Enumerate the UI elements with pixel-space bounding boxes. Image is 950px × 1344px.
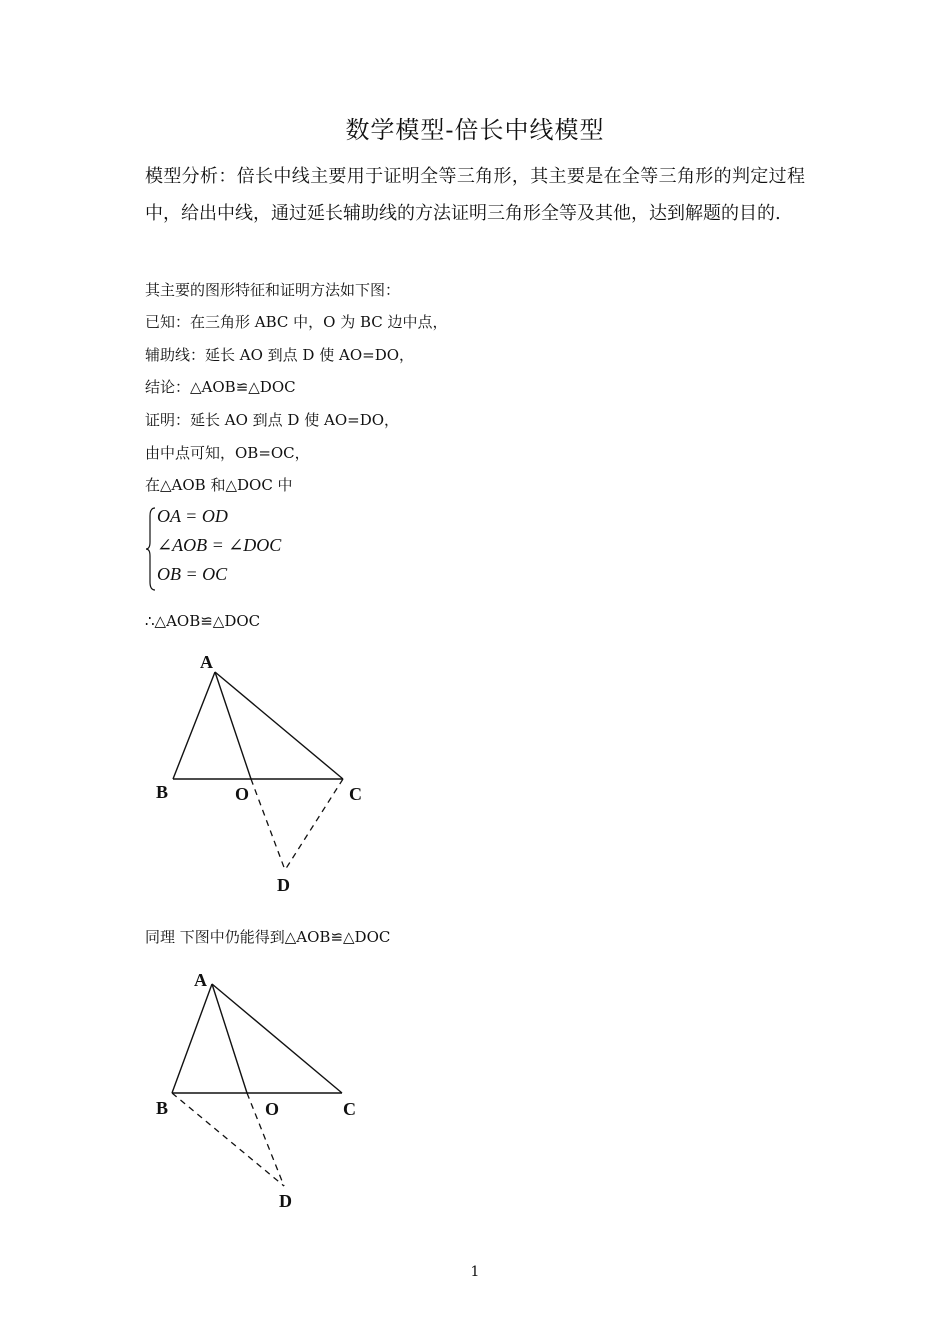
equation-system (145, 506, 345, 592)
proof-line: 证明：延长 AO 到点 D 使 AO=DO， (145, 411, 400, 429)
model-analysis-paragraph: 模型分析：倍长中线主要用于证明全等三角形，其主要是在全等三角形的判定过程中，给出中线，通过延长辅助线的方法证明三角形全等及其他，达到解题的目的. (145, 166, 805, 224)
equation-ob-oc: OB = OC (157, 564, 228, 584)
given-line: 已知：在三角形 ABC 中，O 为 BC 边中点， (145, 313, 448, 331)
label-o: O (235, 784, 250, 804)
label-a: A (194, 970, 207, 990)
label-a: A (200, 652, 213, 672)
segment-ac (215, 672, 343, 779)
midpoint-line: 由中点可知，OB=OC， (145, 444, 310, 462)
in-triangles-line: 在△AOB 和△DOC 中 (145, 476, 293, 494)
segment-cd-dashed (285, 779, 343, 870)
label-b: B (156, 1098, 169, 1118)
page-title: 数学模型-倍长中线模型 (345, 116, 605, 144)
figure-2-diagram (0, 960, 400, 1220)
segment-ac (212, 984, 342, 1093)
intro-line: 其主要的图形特征和证明方法如下图： (145, 281, 401, 299)
equation-oa-od: OA = OD (157, 506, 228, 526)
label-b: B (156, 782, 169, 802)
auxiliary-line-text: 辅助线：延长 AO 到点 D 使 AO=DO， (145, 346, 415, 364)
figure-1-diagram (0, 640, 400, 900)
segment-ao (212, 984, 247, 1093)
left-brace (145, 506, 157, 592)
equation-angle-aob-doc: ∠AOB = ∠DOC (157, 535, 282, 555)
conclusion-line: 结论：△AOB≌△DOC (145, 378, 296, 396)
label-o: O (265, 1099, 280, 1119)
segment-ab (172, 984, 212, 1093)
label-c: C (343, 1099, 356, 1119)
label-d: D (277, 875, 290, 895)
segment-ab (173, 672, 215, 779)
therefore-line: ∴△AOB≌△DOC (145, 612, 261, 630)
label-c: C (349, 784, 362, 804)
segment-ao (215, 672, 251, 779)
page-number: 1 (470, 1264, 480, 1280)
similarly-line: 同理 下图中仍能得到△AOB≌△DOC (145, 928, 391, 946)
segment-od-dashed (251, 779, 285, 870)
label-d: D (279, 1191, 292, 1211)
